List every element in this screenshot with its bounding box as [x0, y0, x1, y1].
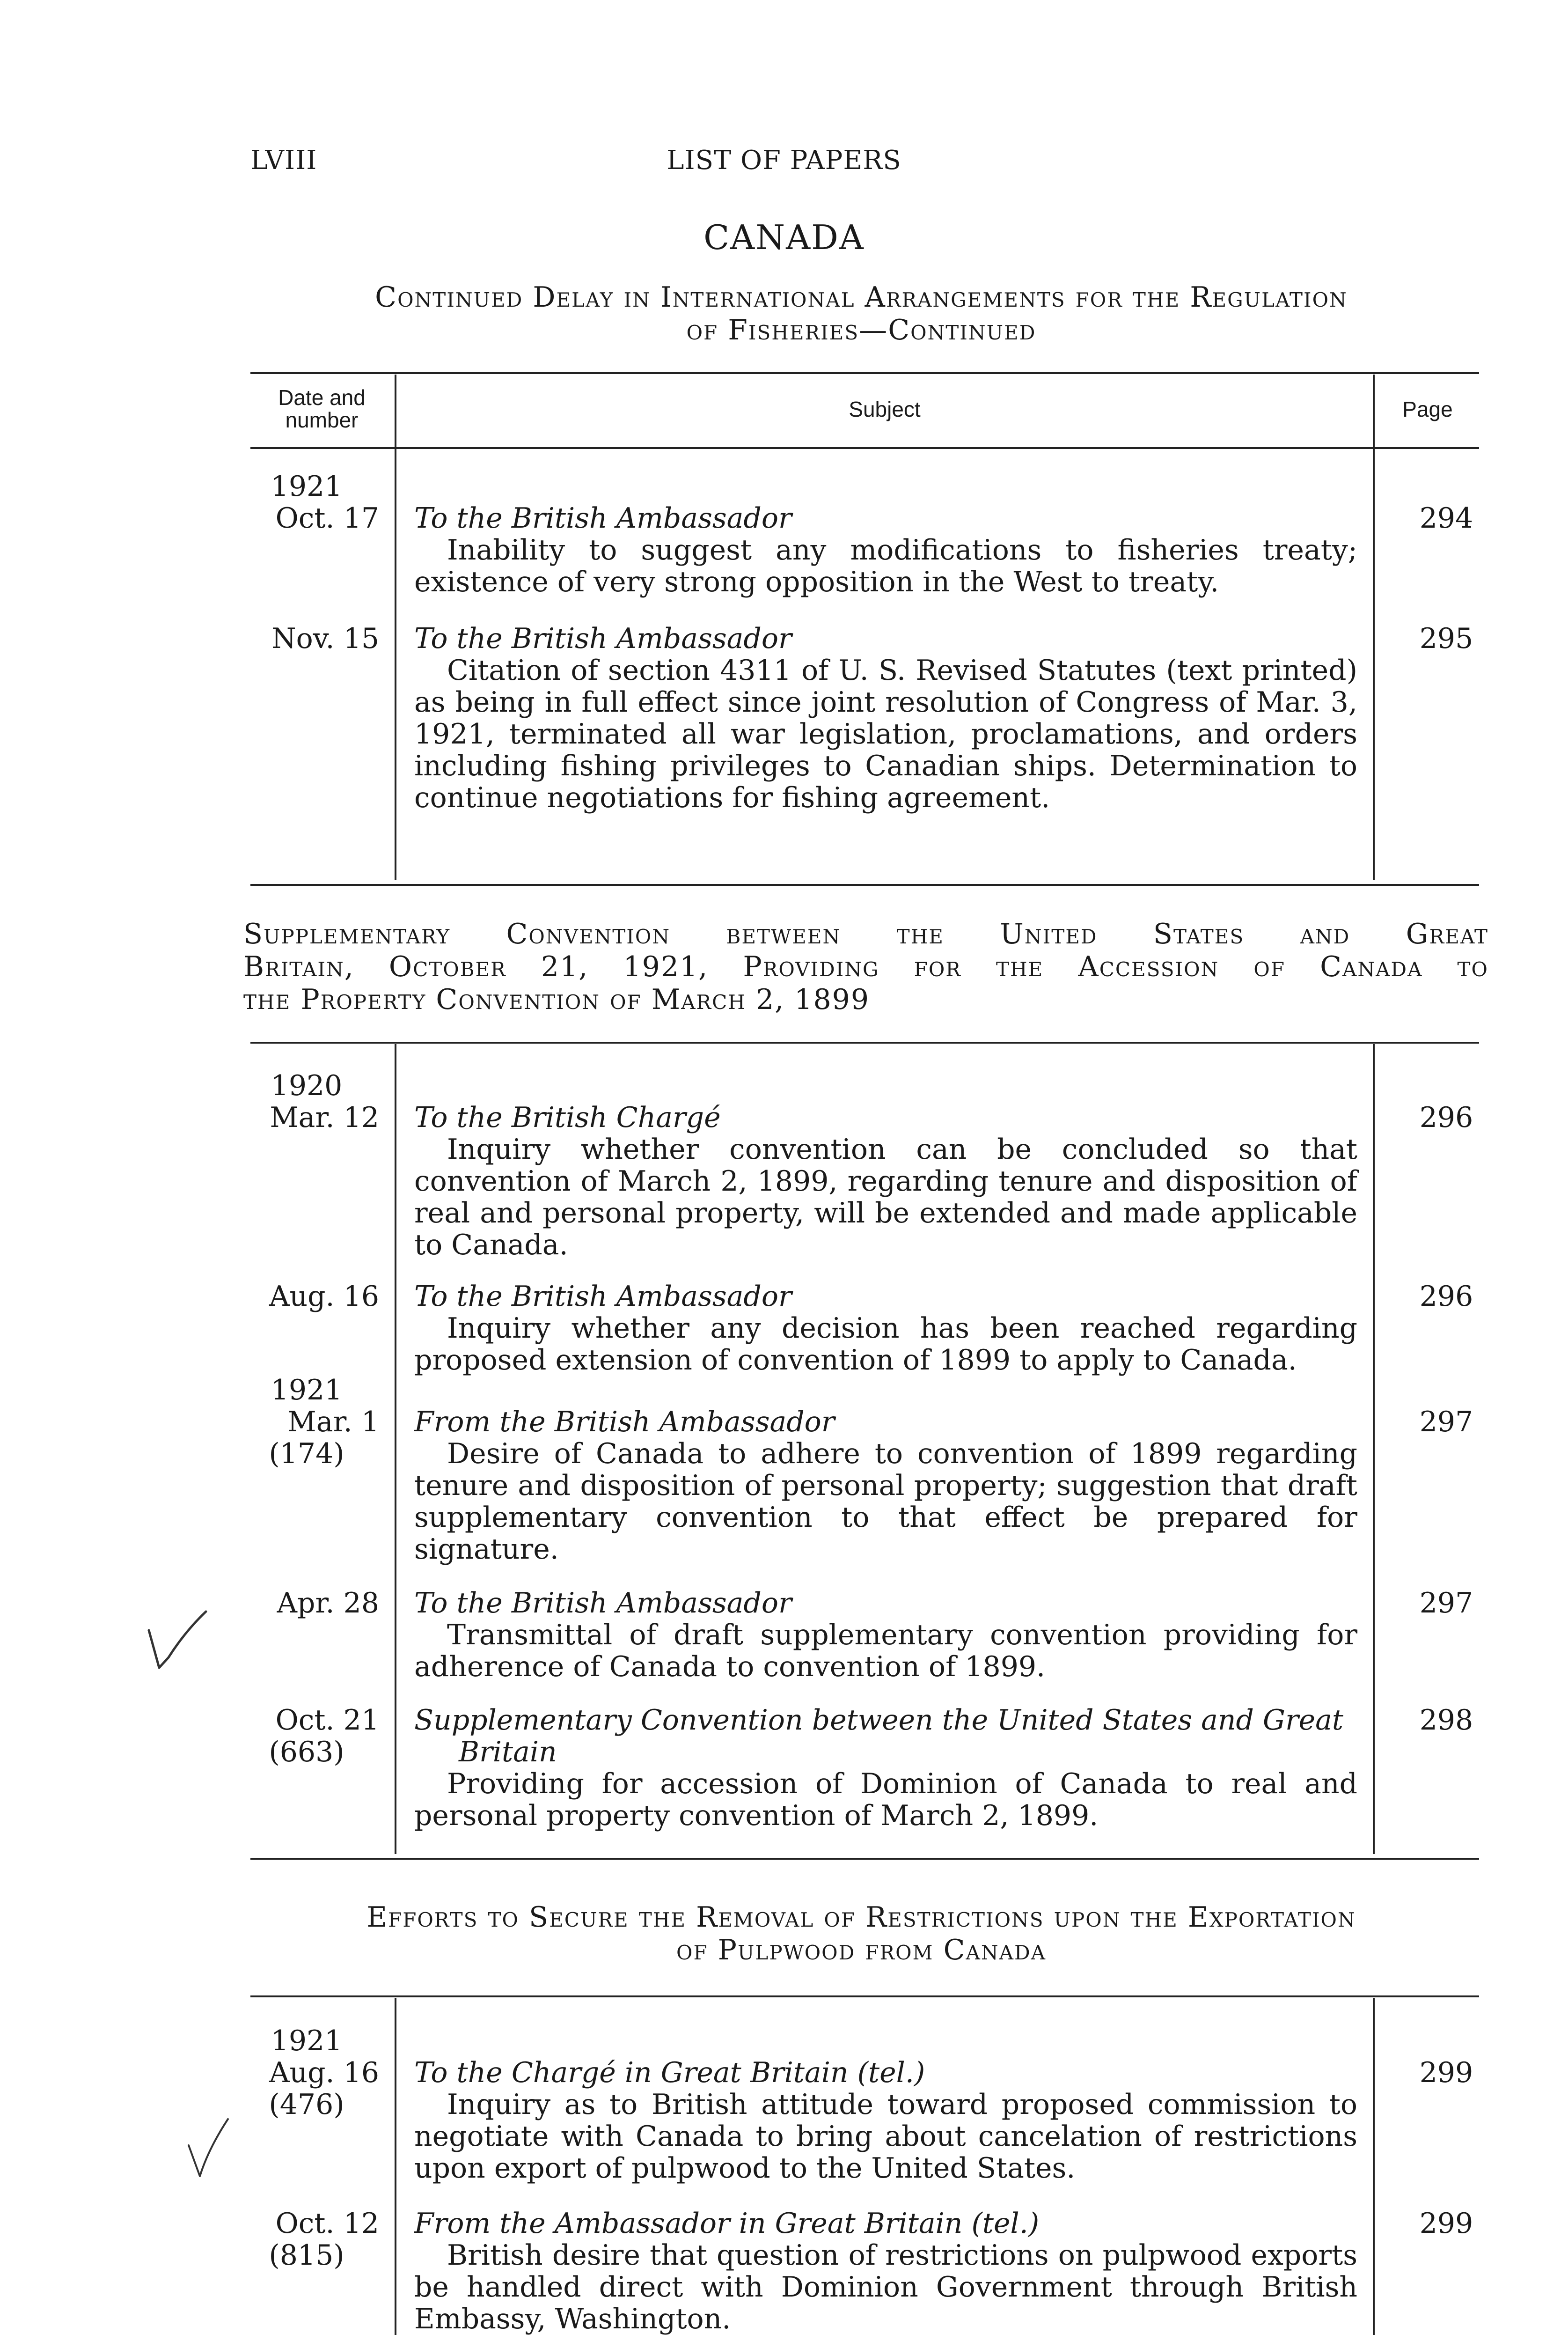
entry-date-day: Oct. 17 — [275, 502, 379, 535]
section-title-fisheries — [225, 281, 1498, 346]
column-divider-date — [395, 1998, 396, 2335]
column-divider-page — [1373, 1998, 1375, 2335]
entry-page: 296 — [1419, 1280, 1473, 1313]
entry-addressee: From the British Ambassador — [414, 1406, 835, 1438]
entry-number: (663) — [269, 1736, 344, 1768]
entry-date — [234, 1070, 379, 1134]
entry-addressee-line: Supplementary Convention between the United States and Great — [414, 1704, 1344, 1737]
column-header-subject: Subject — [849, 397, 921, 421]
entry-addressee: To the Chargé in Great Britain (tel.) — [414, 2056, 925, 2089]
entry-number: (476) — [269, 2088, 344, 2121]
entry-date — [234, 623, 379, 655]
table-top-rule — [250, 1995, 1479, 1997]
entry-date-day: Aug. 16 — [269, 1280, 379, 1313]
entry-subject — [414, 2208, 1357, 2335]
entry-subject — [414, 2057, 1357, 2184]
entry-description: Inquiry whether any decision has been reached regarding proposed extension of convention of 1899 to apply to Canada. — [414, 1312, 1357, 1377]
column-header-date: Date and number — [278, 385, 366, 432]
entry-addressee: To the British Ambassador — [414, 502, 792, 535]
entry-addressee: From the Ambassador in Great Britain (tel.) — [414, 2207, 1040, 2240]
entry-description: Inquiry whether convention can be concluded so that convention of March 2, 1899, regarding tenure and disposition of real and personal property, will be extended and made applicable to Canada. — [414, 1133, 1357, 1261]
entry-year: 1921 — [271, 470, 343, 503]
section-title-line: Britain, October 21, 1921, Providing for the Accession of Canada to — [243, 950, 1488, 983]
entry-description: Transmittal of draft supplementary convention providing for adherence of Canada to convention of 1899. — [414, 1619, 1357, 1683]
entry-subject — [414, 502, 1357, 598]
entry-page: 298 — [1419, 1704, 1473, 1737]
entry-page: 297 — [1419, 1406, 1473, 1438]
section-title-pulpwood — [225, 1901, 1498, 1966]
entry-number: (174) — [269, 1437, 344, 1470]
entry-year: 1921 — [271, 2024, 343, 2057]
table-top-rule — [250, 372, 1479, 374]
section-divider-rule — [250, 884, 1479, 886]
entry-date — [234, 2025, 379, 2120]
section-title-line: the Property Convention of March 2, 1899 — [243, 983, 870, 1016]
entry-page: 296 — [1419, 1101, 1473, 1134]
section-title-line: of Pulpwood from Canada — [676, 1934, 1046, 1966]
entry-date — [234, 1587, 379, 1619]
running-title: LIST OF PAPERS — [667, 145, 901, 176]
entry-subject — [414, 1102, 1357, 1261]
entry-page: 294 — [1419, 502, 1473, 535]
section-title-line: Continued Delay in International Arrangements for the Regulation — [375, 281, 1348, 314]
column-header-page: Page — [1402, 397, 1453, 421]
entry-description: British desire that question of restrictions on pulpwood exports be handled direct with Dominion Government through British Embassy, Washington. — [414, 2239, 1357, 2335]
column-divider-page — [1373, 1044, 1375, 1854]
entry-date — [234, 1374, 379, 1470]
entry-date-day: Nov. 15 — [271, 622, 379, 655]
page-number: LVIII — [250, 145, 317, 176]
entry-date-day: Oct. 21 — [275, 1704, 379, 1737]
entry-date-day: Mar. 1 — [287, 1406, 379, 1438]
entry-date-day: Aug. 16 — [269, 2056, 379, 2089]
section-title-convention — [243, 918, 1488, 1016]
entry-year: 1921 — [271, 1374, 343, 1406]
entry-description: Providing for accession of Dominion of Canada to real and personal property convention of March 2, 1899. — [414, 1767, 1357, 1832]
entry-page: 299 — [1419, 2056, 1473, 2089]
entry-date-day: Oct. 12 — [275, 2207, 379, 2240]
entry-addressee-continuation: Britain — [459, 1736, 557, 1768]
entry-date — [234, 1281, 379, 1312]
entry-date — [234, 1704, 379, 1768]
entry-description: Desire of Canada to adhere to convention of 1899 regarding tenure and disposition of personal property; suggestion that draft supplementary convention to that effect be prepared for signature. — [414, 1437, 1357, 1566]
entry-date-day: Mar. 12 — [270, 1101, 379, 1134]
entry-year: 1920 — [271, 1069, 343, 1102]
column-divider-page — [1373, 375, 1375, 880]
check-mark-icon — [140, 1606, 211, 1676]
entry-description: Inquiry as to British attitude toward proposed commission to negotiate with Canada to bring about cancelation of restrictions upon export of pulpwood to the United States. — [414, 2088, 1357, 2185]
entry-page: 297 — [1419, 1587, 1473, 1620]
entry-page: 295 — [1419, 622, 1473, 655]
table-header-rule — [250, 447, 1479, 449]
entry-subject — [414, 1406, 1357, 1565]
entry-date — [234, 2208, 379, 2271]
entry-subject — [414, 1704, 1357, 1832]
check-mark-icon — [185, 2116, 232, 2182]
entry-subject — [414, 623, 1357, 814]
section-title-line: Efforts to Secure the Removal of Restrictions upon the Exportation — [366, 1901, 1356, 1934]
entry-page: 299 — [1419, 2207, 1473, 2240]
column-divider-date — [395, 1044, 396, 1854]
entry-description: Inability to suggest any modifications to fisheries treaty; existence of very strong opposition in the West to treaty. — [414, 534, 1357, 598]
table-top-rule — [250, 1042, 1479, 1044]
entry-description: Citation of section 4311 of U. S. Revised Statutes (text printed) as being in full effect since joint resolution of Congress of Mar. 3, 1921, terminated all war legislation, proclamations, and orders including fishing privileges to Canadian ships. Determination to continue negotiations for fishing agreement. — [414, 654, 1357, 814]
entry-addressee: To the British Chargé — [414, 1101, 721, 1134]
column-divider-date — [395, 375, 396, 880]
entry-addressee: To the British Ambassador — [414, 1587, 792, 1620]
entry-addressee — [414, 1704, 1357, 1768]
entry-subject — [414, 1281, 1357, 1376]
entry-subject — [414, 1587, 1357, 1683]
entry-addressee: To the British Ambassador — [414, 1280, 792, 1313]
entry-date-day: Apr. 28 — [277, 1587, 379, 1620]
section-title-line: of Fisheries—Continued — [686, 314, 1036, 346]
section-title-line: Supplementary Convention between the United States and Great — [243, 918, 1488, 950]
country-heading: CANADA — [703, 218, 865, 257]
section-divider-rule — [250, 1858, 1479, 1860]
entry-date — [234, 471, 379, 534]
entry-addressee: To the British Ambassador — [414, 622, 792, 655]
entry-number: (815) — [269, 2239, 344, 2272]
